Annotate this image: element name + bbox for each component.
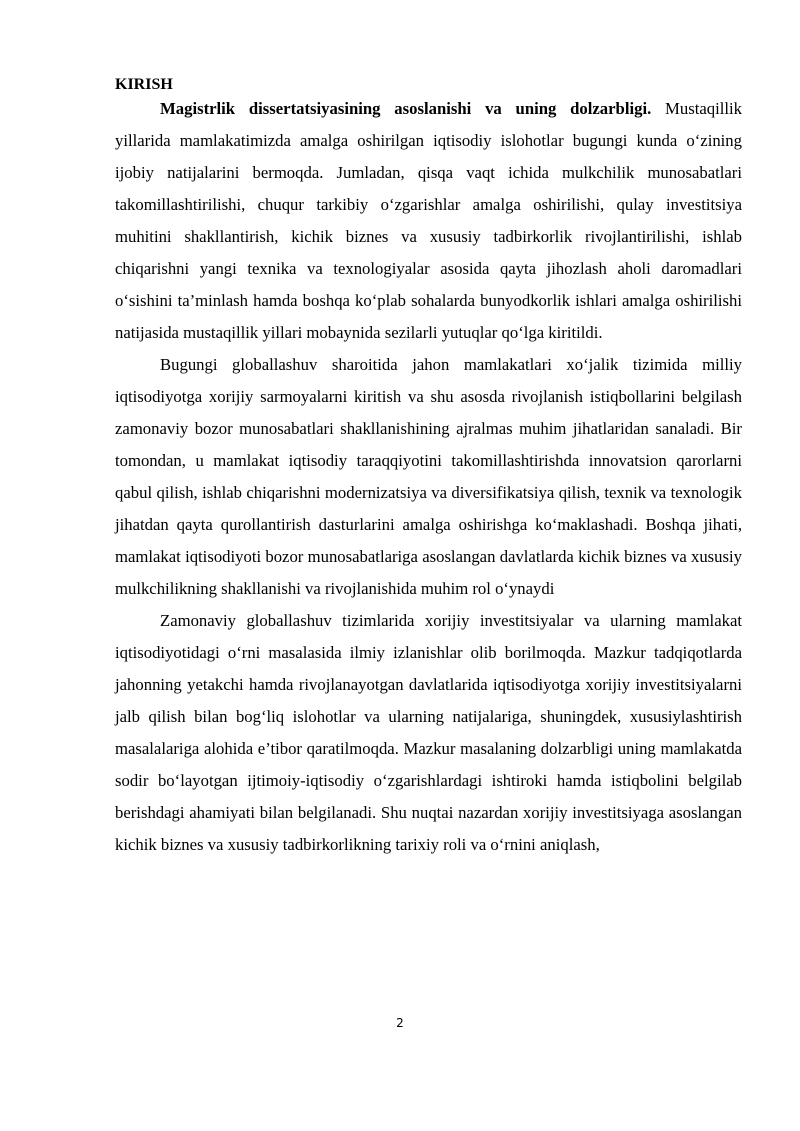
document-page [115,74,742,861]
paragraph-2: Bugungi globallashuv sharoitida jahon mamlakatlari xo‘jalik tizimida milliy iqtisodiyotga xorijiy sarmoyalarni kiritish va shu asosda rivojlanish istiqbollarini belgilash zamonaviy bozor munosabatlari shakllanishining ajralmas muhim jihatlaridan sanaladi. Bir tomondan, u mamlakat iqtisodiy taraqqiyotini takomillashtirishda innovatsion qarorlarni qabul qilish, ishlab chiqarishni modernizatsiya va diversifikatsiya qilish, texnik va texnologik jihatdan qayta qurollantirish dasturlarini amalga oshirishga ko‘maklashadi. Boshqa jihati, mamlakat iqtisodiyoti bozor munosabatlariga asoslangan davlatlarda kichik biznes va xususiy mulkchilikning shakllanishi va rivojlanishida muhim rol o‘ynaydi [115,355,742,598]
paragraph-1-lead: Magistrlik dissertatsiyasining asoslanishi va uning dolzarbligi. [160,99,652,118]
paragraph-3: Zamonaviy globallashuv tizimlarida xorijiy investitsiyalar va ularning mamlakat iqtisodiyotidagi o‘rni masalasida ilmiy izlanishlar olib borilmoqda. Mazkur tadqiqotlarda jahonning yetakchi hamda rivojlanayotgan davlatlarida iqtisodiyotga xorijiy investitsiyalarni jalb qilish bilan bog‘liq islohotlar va ularning natijalariga, shuningdek, xususiylashtirish masalalariga alohida e’tibor qaratilmoqda. Mazkur masalaning dolzarbligi uning mamlakatda sodir bo‘layotgan ijtimoiy-iqtisodiy o‘zgarishlardagi ishtiroki hamda istiqbolini belgilab berishdagi ahamiyati bilan belgilanadi. Shu nuqtai nazardan xorijiy investitsiyaga asoslangan kichik biznes va xususiy tadbirkorlikning tarixiy roli va o‘rnini aniqlash, [115,611,742,854]
section-heading: KIRISH [115,76,173,93]
page-number: 2 [396,1016,404,1030]
paragraph-1-text: Mustaqillik yillarida mamlakatimizda amalga oshirilgan iqtisodiy islohotlar bugungi kunda o‘zining ijobiy natijalarini bermoqda. Jumladan, qisqa vaqt ichida mulkchilik munosabatlari takomillashtirilishi, chuqur tarkibiy o‘zgarishlar amalga oshirilishi, qulay investitsiya muhitini shakllantirish, kichik biznes va xususiy tadbirkorlik rivojlantirilishi, ishlab chiqarishni yangi texnika va texnologiyalar asosida qayta jihozlash aholi daromadlari o‘sishini ta’minlash hamda boshqa ko‘plab sohalarda bunyodkorlik ishlari amalga oshirilishi natijasida mustaqillik yillari mobaynida sezilarli yutuqlar qo‘lga kiritildi. [115,99,742,342]
paragraph-1 [115,93,742,349]
